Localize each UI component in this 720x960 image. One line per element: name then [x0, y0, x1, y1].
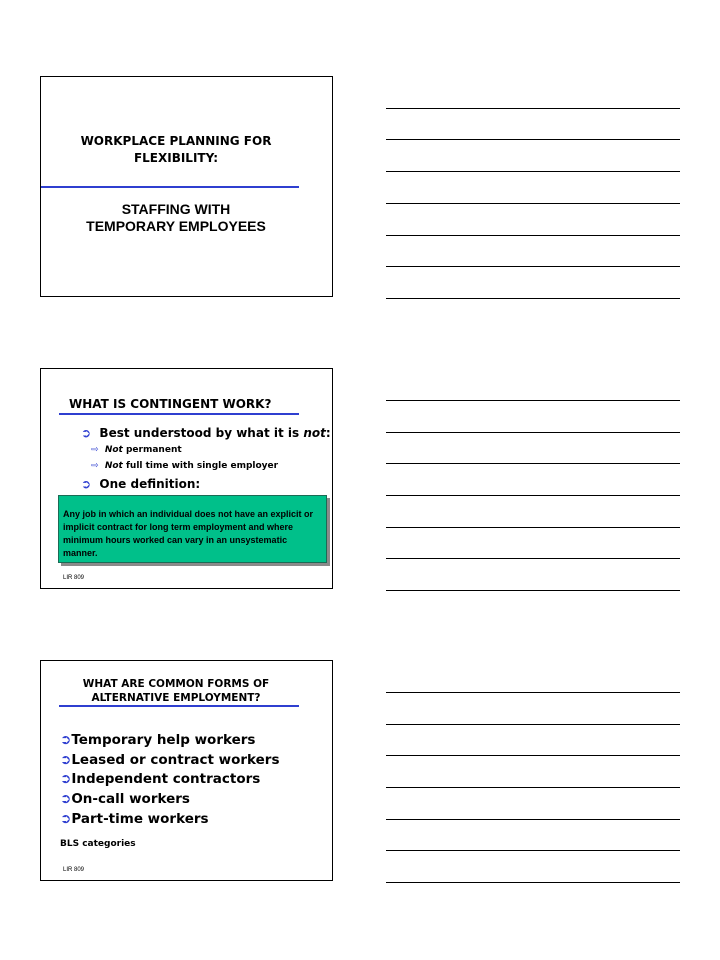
note-line — [386, 266, 680, 267]
slide-2-title: WHAT IS CONTINGENT WORK? — [69, 397, 272, 411]
subtitle-line-1: STAFFING WITH — [121, 201, 231, 217]
outline-arrow-icon: ⇨ — [91, 445, 99, 455]
note-line — [386, 755, 680, 756]
slide-3 — [40, 660, 333, 881]
subtitle-line-2: TEMPORARY EMPLOYEES — [86, 218, 266, 234]
list-item: ➲Temporary help workers — [60, 732, 256, 748]
note-line — [386, 432, 680, 433]
sub-bullet-not-permanent: ⇨ Not permanent — [91, 445, 182, 455]
arrow-bullet-icon: ➲ — [81, 477, 92, 491]
title-divider — [41, 186, 299, 188]
slide-footer: LIR 809 — [63, 575, 85, 581]
outline-arrow-icon: ⇨ — [91, 461, 99, 471]
slide-footer: LIR 809 — [63, 867, 85, 873]
slide-2 — [40, 368, 333, 589]
title-divider — [59, 705, 299, 707]
note-line — [386, 463, 680, 464]
list-item: ➲Independent contractors — [60, 771, 261, 787]
list-item: ➲Leased or contract workers — [60, 752, 280, 768]
arrow-bullet-icon: ➲ — [60, 811, 72, 827]
arrow-bullet-icon: ➲ — [60, 771, 72, 787]
bullet-one-definition: ➲ One definition: — [81, 477, 201, 491]
arrow-bullet-icon: ➲ — [60, 732, 72, 748]
arrow-bullet-icon: ➲ — [81, 426, 92, 440]
note-line — [386, 724, 680, 725]
arrow-bullet-icon: ➲ — [60, 752, 72, 768]
note-line — [386, 171, 680, 172]
bls-note: BLS categories — [60, 839, 136, 849]
title-line-2: ALTERNATIVE EMPLOYMENT? — [91, 692, 261, 704]
note-line — [386, 850, 680, 851]
list-item: ➲On-call workers — [60, 791, 190, 807]
slide-1-subtitle — [41, 201, 311, 235]
slide-3-title — [41, 677, 311, 705]
title-divider — [59, 413, 299, 415]
note-line — [386, 235, 680, 236]
slide-1 — [40, 76, 333, 297]
note-line — [386, 787, 680, 788]
slide-1-title: WORKPLACE PLANNING FOR FLEXIBILITY: — [80, 134, 272, 165]
note-line — [386, 527, 680, 528]
note-line — [386, 108, 680, 109]
note-line — [386, 298, 680, 299]
title-line-1: WHAT ARE COMMON FORMS OF — [82, 678, 270, 690]
note-line — [386, 495, 680, 496]
note-line — [386, 139, 680, 140]
sub-bullet-not-full-time: ⇨ Not full time with single employer — [91, 461, 279, 471]
note-line — [386, 692, 680, 693]
bullet-best-understood: ➲ Best understood by what it is not: — [81, 426, 331, 440]
note-line — [386, 882, 680, 883]
note-line — [386, 203, 680, 204]
note-line — [386, 558, 680, 559]
arrow-bullet-icon: ➲ — [60, 791, 72, 807]
note-line — [386, 819, 680, 820]
note-line — [386, 400, 680, 401]
note-line — [386, 590, 680, 591]
list-item: ➲Part-time workers — [60, 811, 209, 827]
definition-callout: Any job in which an individual does not have an explicit or implicit contract for long term employment and where minimum hours worked can vary in an unsystematic manner. — [58, 495, 327, 563]
